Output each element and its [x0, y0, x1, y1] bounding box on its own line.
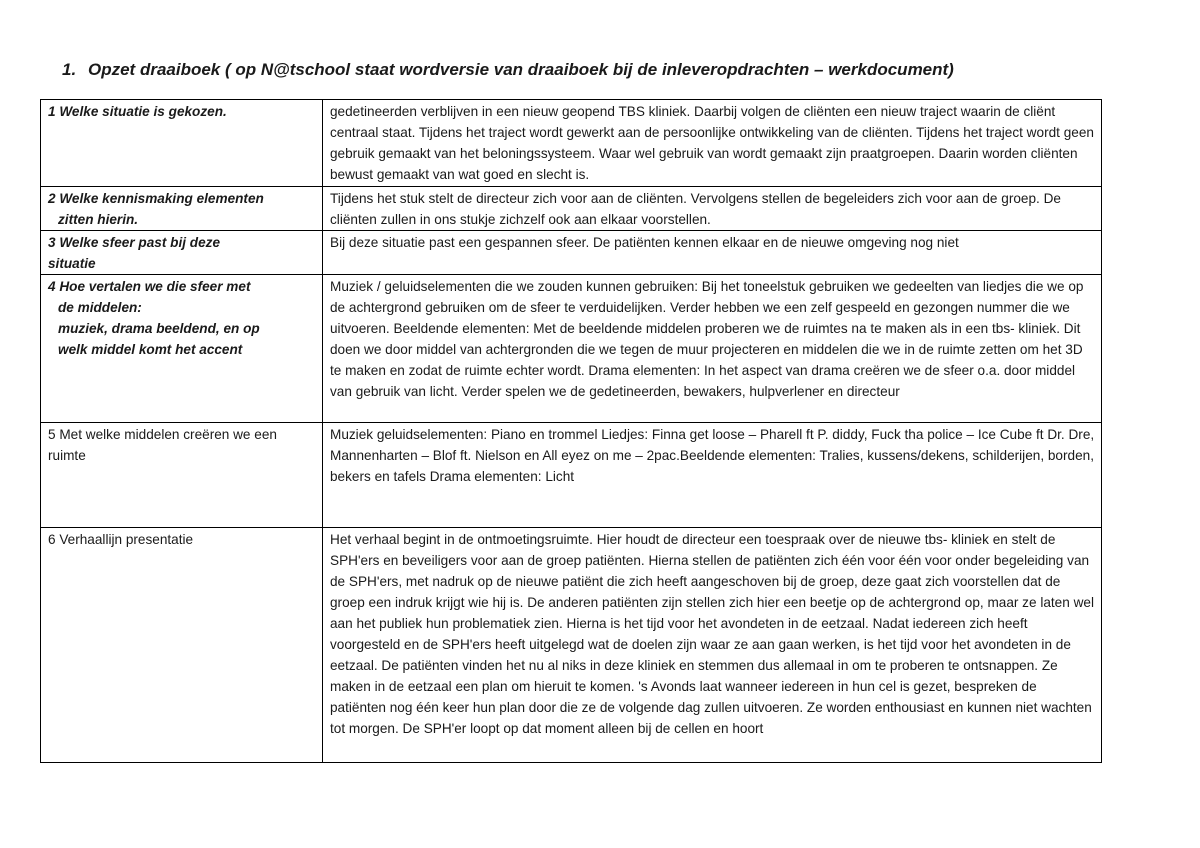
table-row — [41, 528, 1102, 763]
label-line: welk middel komt het accent — [58, 342, 243, 357]
row-label-situatie — [41, 100, 323, 187]
label-line: de middelen: — [58, 300, 142, 315]
label-line: 2 Welke kennismaking elementen — [48, 191, 264, 206]
cell-text: Bij deze situatie past een gespannen sfeer. De patiënten kennen elkaar en de nieuwe omgeving nog niet — [330, 235, 959, 250]
row-content-middelen — [323, 275, 1102, 423]
label-line: 4 Hoe vertalen we die sfeer met — [48, 279, 251, 294]
table-row — [41, 100, 1102, 187]
cell-text: Muziek geluidselementen: Piano en trommel Liedjes: Finna get loose – Pharell ft P. diddy, Fuck tha police – Ice Cube ft Dr. Dre, Mannenharten – Blof ft. Nielson en All eyez on me – 2pac.Beeldende elementen: Tralies, kussens/dekens, schilderijen, borden, bekers en tafels Drama elementen: Licht — [330, 427, 1095, 484]
row-content-kennismaking — [323, 187, 1102, 231]
table-row — [41, 423, 1102, 528]
page-heading — [62, 60, 954, 80]
row-content-sfeer — [323, 231, 1102, 275]
label-line: 5 Met welke middelen creëren we een ruimte — [48, 427, 277, 463]
row-content-ruimte — [323, 423, 1102, 528]
cell-text: Muziek / geluidselementen die we zouden kunnen gebruiken: Bij het toneelstuk gebruiken we gedeelten van liedjes die we op de achtergrond gebruiken om de sfeer te verduidelijken. Verder hebben we een zelf gespeeld en gezongen nummer die we uitvoeren. Beeldende elementen: Met de beeldende middelen proberen we de ruimtes na te maken als in een tbs- kliniek. Dit doen we door middel van achtergronden die we tegen de muur projecteren en middelen die we in de ruimte zetten om het 3D te maken en zodat de ruimte echter wordt. Drama elementen: In het aspect van drama creëren we de sfeer o.a. door middel van gebruik van licht. Verder spelen we de gedetineerden, bewakers, hulpverlener en directeur — [330, 279, 1084, 399]
row-content-situatie — [323, 100, 1102, 187]
row-label-verhaallijn — [41, 528, 323, 763]
label-line: 1 Welke situatie is gekozen. — [48, 104, 227, 119]
label-line: 3 Welke sfeer past bij deze — [48, 235, 221, 250]
row-label-middelen — [41, 275, 323, 423]
table-row — [41, 275, 1102, 423]
row-label-sfeer — [41, 231, 323, 275]
row-label-ruimte — [41, 423, 323, 528]
row-label-kennismaking — [41, 187, 323, 231]
heading-number: 1. — [62, 60, 77, 79]
label-line: situatie — [48, 256, 96, 271]
row-content-verhaallijn — [323, 528, 1102, 763]
table-row — [41, 231, 1102, 275]
label-line: 6 Verhaallijn presentatie — [48, 532, 194, 547]
table-row — [41, 187, 1102, 231]
cell-text: Tijdens het stuk stelt de directeur zich voor aan de cliënten. Vervolgens stellen de begeleiders zich voor aan de groep. De cliënten zullen in ons stukje zichzelf ook aan elkaar voorstellen. — [330, 191, 1061, 227]
draaiboek-table — [40, 99, 1102, 763]
cell-text: Het verhaal begint in de ontmoetingsruimte. Hier houdt de directeur een toespraak over de nieuwe tbs- kliniek en stelt de SPH'ers en beveiligers voor aan de groep patiënten. Hierna stellen de patiënten zich één voor één voor onder begeleiding van de SPH'ers, met nadruk op de nieuwe patiënt die zich heeft aangeschoven bij de groep, deze gaat zich voorstellen dat de groep een indruk krijgt wie hij is. De anderen patiënten zijn stellen zich hier een beetje op de achtergrond op, maar ze laten wel aan het publiek hun problematiek zien. Hierna is het tijd voor het avondeten in de eetzaal. Nadat iedereen zich heeft voorgesteld en de SPH'ers heeft uitgelegd wat de doelen zijn waar ze aan gaan werken, is het tijd voor het avondeten in de eetzaal. De patiënten vinden het nu al niks in deze kliniek en stemmen dus allemaal in om te proberen te ontsnappen. Ze maken in de eetzaal een plan om hieruit te komen. 's Avonds laat wanneer iedereen in hun cel is gezet, bespreken de patiënten nog één keer hun plan door die ze de volgende dag zullen uitvoeren. Ze worden enthousiast en kunnen niet wachten tot morgen. De SPH'er loopt op dat moment alleen bij de cellen en hoort — [330, 532, 1094, 736]
cell-text: gedetineerden verblijven in een nieuw geopend TBS kliniek. Daarbij volgen de cliënten een nieuw traject waarin de cliënt centraal staat. Tijdens het traject wordt gewerkt aan de persoonlijke ontwikkeling van de cliënten. Tijdens het traject wordt geen gebruik gemaakt van het beloningssysteem. Waar wel gebruik van wordt gemaakt zijn praatgroepen. Daarin worden cliënten bewust gemaakt van wat goed en slecht is. — [330, 104, 1094, 182]
heading-title: Opzet draaiboek ( op N@tschool staat wordversie van draaiboek bij de inleveropdrachten – werkdocument) — [88, 60, 954, 79]
label-line: zitten hierin. — [58, 212, 139, 227]
label-line: muziek, drama beeldend, en op — [58, 321, 260, 336]
